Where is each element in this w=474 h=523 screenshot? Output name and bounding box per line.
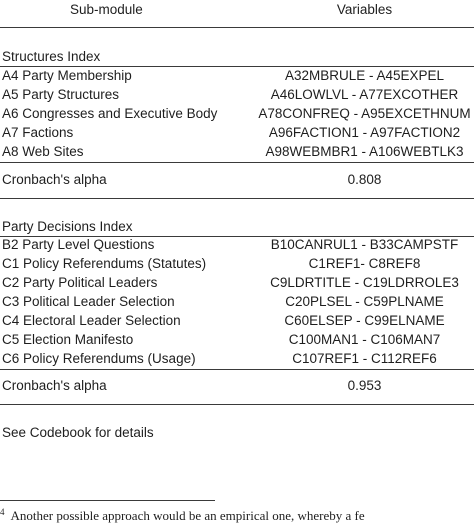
variables-cell: A96FACTION1 - A97FACTION2 bbox=[268, 125, 461, 140]
variables-cell: A98WEBMBR1 - A106WEBTLK3 bbox=[265, 144, 464, 159]
submodule-cell: A5 Party Structures bbox=[2, 87, 120, 102]
table-row bbox=[0, 254, 474, 274]
footnote-rule bbox=[0, 500, 215, 501]
submodule-cell: C2 Party Political Leaders bbox=[2, 275, 158, 290]
footnote-text: Another possible approach would be an empirical one, whereby a fe bbox=[10, 508, 365, 523]
alpha-row bbox=[0, 170, 474, 190]
submodule-cell: A4 Party Membership bbox=[2, 68, 132, 83]
submodule-cell: B2 Party Level Questions bbox=[2, 237, 155, 252]
alpha-label: Cronbach's alpha bbox=[2, 172, 107, 187]
table-row bbox=[0, 123, 474, 143]
variables-cell: C20PLSEL - C59PLNAME bbox=[285, 294, 444, 309]
variables-cell: C60ELSEP - C99ELNAME bbox=[284, 313, 445, 328]
variables-cell: A46LOWLVL - A77EXCOTHER bbox=[270, 87, 459, 102]
variables-cell: B10CANRUL1 - B33CAMPSTF bbox=[270, 237, 459, 252]
section-title bbox=[0, 47, 474, 67]
submodule-cell: C1 Policy Referendums (Statutes) bbox=[2, 256, 207, 271]
table-row bbox=[0, 292, 474, 312]
section-rule bbox=[0, 198, 474, 199]
table-header-row bbox=[0, 0, 474, 20]
section-rule bbox=[0, 369, 474, 370]
submodule-cell: C5 Election Manifesto bbox=[2, 332, 134, 347]
table-row bbox=[0, 349, 474, 369]
table-row bbox=[0, 104, 474, 124]
submodule-cell: C6 Policy Referendums (Usage) bbox=[2, 351, 196, 366]
submodule-cell: C3 Political Leader Selection bbox=[2, 294, 175, 309]
submodule-cell: A7 Factions bbox=[2, 125, 74, 140]
submodule-cell: C4 Electoral Leader Selection bbox=[2, 313, 181, 328]
header-rule bbox=[0, 27, 474, 28]
table-row bbox=[0, 273, 474, 293]
submodule-cell: A6 Congresses and Executive Body bbox=[2, 106, 218, 121]
alpha-row bbox=[0, 376, 474, 396]
submodule-cell: A8 Web Sites bbox=[2, 144, 84, 159]
section-rule bbox=[0, 162, 474, 163]
section-title-decisions: Party Decisions Index bbox=[2, 219, 133, 234]
table-row bbox=[0, 330, 474, 350]
variables-cell: C100MAN1 - C106MAN7 bbox=[288, 332, 441, 347]
codebook-note: See Codebook for details bbox=[2, 425, 154, 440]
alpha-label: Cronbach's alpha bbox=[2, 378, 107, 393]
section-title-structures: Structures Index bbox=[2, 49, 101, 64]
variables-cell: A32MBRULE - A45EXPEL bbox=[284, 68, 445, 83]
alpha-value: 0.953 bbox=[347, 378, 382, 393]
table-row bbox=[0, 66, 474, 86]
table-row bbox=[0, 85, 474, 105]
variables-cell: C1REF1- C8REF8 bbox=[308, 256, 421, 271]
table-row bbox=[0, 311, 474, 331]
table-row bbox=[0, 142, 474, 162]
header-submodule: Sub-module bbox=[70, 2, 143, 17]
table-note bbox=[0, 423, 474, 443]
variables-cell: C107REF1 - C112REF6 bbox=[292, 351, 437, 366]
table-row bbox=[0, 235, 474, 255]
header-variables: Variables bbox=[336, 2, 393, 17]
section-title bbox=[0, 217, 474, 237]
section-rule bbox=[0, 404, 474, 405]
variables-cell: A78CONFREQ - A95EXCETHNUM bbox=[258, 106, 471, 121]
variables-cell: C9LDRTITLE - C19LDRROLE3 bbox=[270, 275, 459, 290]
footnote-marker: 4 bbox=[0, 507, 5, 517]
alpha-value: 0.808 bbox=[347, 172, 382, 187]
